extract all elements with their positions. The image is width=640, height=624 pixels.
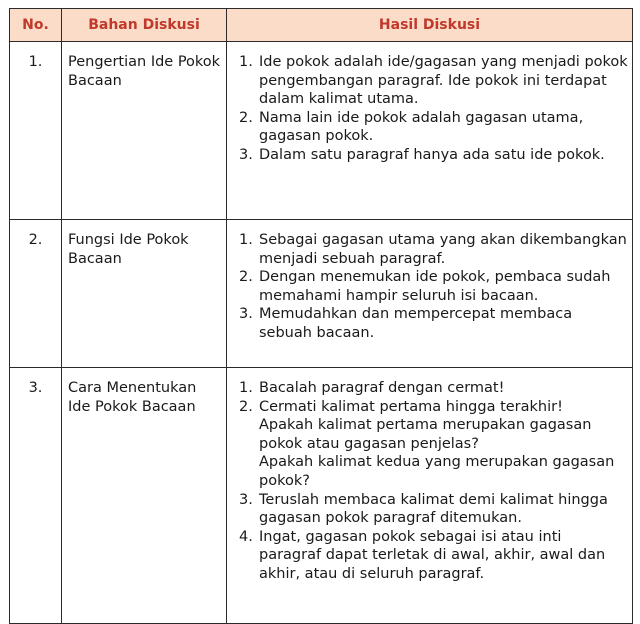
row-result [227,220,633,368]
item-text: Teruslah membaca kalimat demi kalimat hingga gagasan pokok paragraf ditemukan. [259,491,608,527]
item-text: Sebagai gagasan utama yang akan dikembangkan menjadi sebuah paragraf. [259,232,627,267]
table-row [10,42,633,220]
item-number: 3. [239,146,253,163]
list-item [239,53,628,109]
row-number: 1. [10,42,62,220]
item-text: Apakah kalimat kedua yang merupakan gagasan pokok? [259,454,615,489]
list-item [239,379,628,398]
header-row [10,9,633,42]
item-number: 2. [239,398,253,415]
item-text: Apakah kalimat pertama merupakan gagasan pokok atau gagasan penjelas? [259,417,592,452]
item-text: Dalam satu paragraf hanya ada satu ide pokok. [259,146,605,163]
row-topic: Cara Menentukan Ide Pokok Bacaan [62,368,227,624]
item-text: Memudahkan dan mempercepat membaca sebuah bacaan. [259,306,573,341]
header-no: No. [10,9,62,42]
list-item [239,491,628,528]
row-number: 3. [10,368,62,624]
table-row [10,220,633,368]
list-item [239,398,628,491]
item-number: 3. [239,491,253,508]
row-number: 2. [10,220,62,368]
row-result [227,368,633,624]
row-topic: Pengertian Ide Pokok Bacaan [62,42,227,220]
item-number: 1. [239,380,253,396]
item-text: Cermati kalimat pertama hingga terakhir! [259,398,563,415]
item-text: Ide pokok adalah ide/gagasan yang menjadi pokok pengembangan paragraf. Ide pokok ini terdapat dalam kalimat utama. [259,54,628,108]
item-text: Dengan menemukan ide pokok, pembaca sudah memahami hampir seluruh isi bacaan. [259,269,611,304]
list-item [239,305,628,342]
discussion-table [9,8,633,624]
header-bahan-diskusi: Bahan Diskusi [62,9,227,42]
list-item [239,231,628,268]
list-item [239,268,628,305]
item-number: 4. [239,528,253,545]
list-item [239,146,628,165]
header-hasil-diskusi: Hasil Diskusi [227,9,633,42]
list-item [239,528,628,584]
table-row [10,368,633,624]
item-number: 3. [239,306,253,323]
item-text: Bacalah paragraf dengan cermat! [259,380,505,396]
item-text: Ingat, gagasan pokok sebagai isi atau inti paragraf dapat terletak di awal, akhir, awal dan akhir, atau di seluruh paragraf. [259,528,606,582]
item-number: 1. [239,232,253,248]
row-topic: Fungsi Ide Pokok Bacaan [62,220,227,368]
item-number: 2. [239,269,253,286]
item-text: Nama lain ide pokok adalah gagasan utama, gagasan pokok. [259,109,584,145]
list-item [239,109,628,146]
item-number: 2. [239,109,253,126]
row-result [227,42,633,220]
item-number: 1. [239,54,253,70]
